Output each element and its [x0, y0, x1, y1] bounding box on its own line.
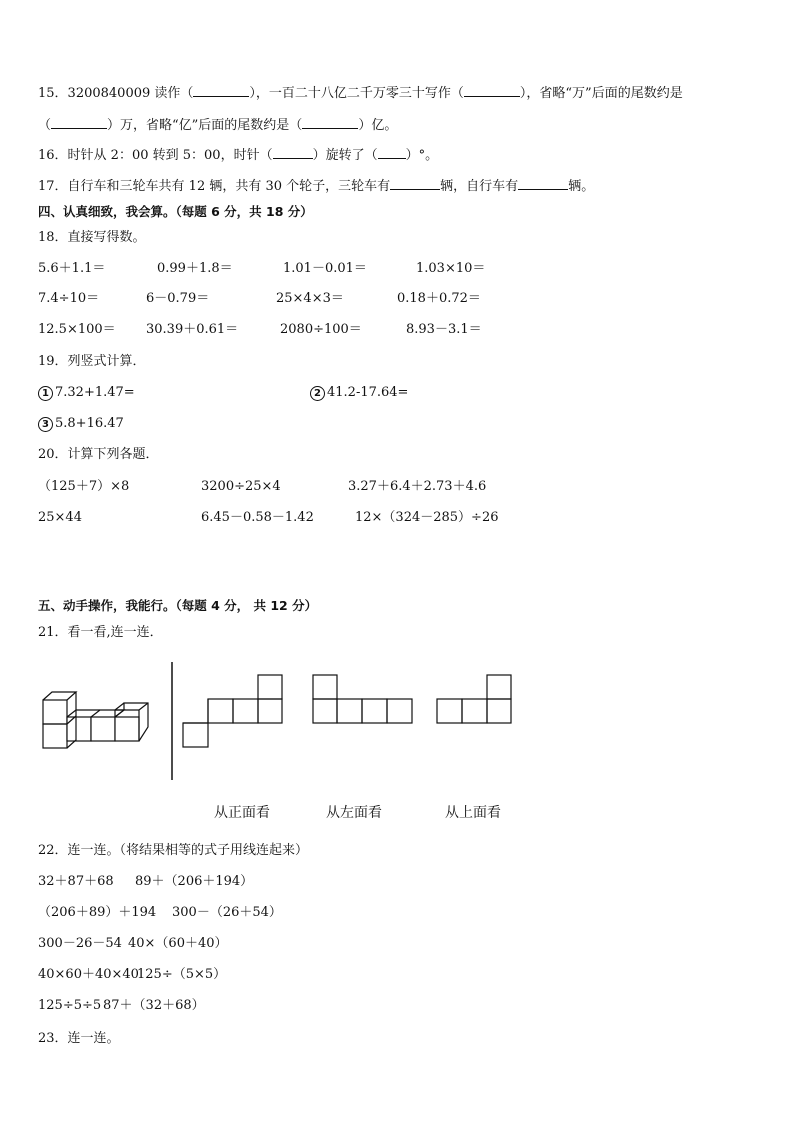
question-18-title: 18．直接写得数。 [38, 230, 146, 245]
question-number: 16． [38, 148, 68, 163]
cube-solid-figure [43, 692, 148, 748]
q22-left-expr: （206＋89）＋194 [38, 905, 157, 920]
q18-expr: 1.03×10＝ [416, 261, 486, 276]
section-5-heading: 五、动手操作，我能行。（每题 4 分， 共 12 分） [38, 598, 318, 613]
q22-left-expr: 40×60＋40×40 [38, 967, 139, 982]
q17-text-1: 自行车和三轮车共有 12 辆，共有 30 个轮子，三轮车有 [67, 179, 391, 194]
question-19-title: 19．列竖式计算． [38, 354, 146, 369]
q18-expr: 30.39＋0.61＝ [146, 322, 239, 337]
question-22-title: 22．连一连。（将结果相等的式子用线连起来） [38, 843, 309, 858]
q22-left-expr: 300－26－54 [38, 936, 122, 951]
q18-expr: 5.6＋1.1＝ [38, 261, 106, 276]
q22-right-expr: 87＋（32＋68） [103, 998, 205, 1013]
view-shape-c [437, 675, 511, 723]
q20-expr: 6.45－0.58－1.42 [201, 510, 314, 525]
q18-expr: 6－0.79＝ [146, 291, 210, 306]
q15-text-3: ），省略“万”后面的尾数约是 [519, 86, 683, 101]
section-4-heading: 四、认真细致，我会算。（每题 6 分，共 18 分） [38, 204, 313, 219]
q18-expr: 1.01－0.01＝ [283, 261, 367, 276]
circled-number-icon: 3 [38, 417, 53, 432]
q16-text-2: ）旋转了（ [312, 148, 378, 163]
q20-expr: 3.27＋6.4＋2.73＋4.6 [348, 479, 487, 494]
q18-expr: 0.99＋1.8＝ [157, 261, 233, 276]
q16-text-3: ）°。 [405, 148, 439, 163]
q19-expr: 41.2-17.64= [327, 385, 409, 400]
view-shape-b [313, 675, 412, 723]
question-20-title: 20．计算下列各题． [38, 447, 159, 462]
q22-right-expr: 125÷（5×5） [137, 967, 227, 982]
q18-expr: 25×4×3＝ [276, 291, 344, 306]
view-label-left: 从左面看 [326, 805, 382, 821]
q15-text-1: 3200840009 读作（ [67, 86, 194, 101]
q15-text-4: （ [38, 118, 52, 133]
q19-expr: 5.8+16.47 [55, 416, 124, 431]
q22-left-expr: 125÷5÷5 [38, 998, 102, 1013]
q15-text-5: ）万，省略“亿”后面的尾数约是（ [107, 118, 303, 133]
q22-right-expr: 300－（26＋54） [172, 905, 282, 920]
circled-number-icon: 2 [310, 386, 325, 401]
q18-expr: 12.5×100＝ [38, 322, 116, 337]
q22-right-expr: 89＋（206＋194） [135, 874, 254, 889]
q22-right-expr: 40×（60＋40） [128, 936, 228, 951]
question-21-title: 21．看一看,连一连． [38, 625, 163, 640]
view-shape-a [183, 675, 282, 747]
q20-expr: 25×44 [38, 510, 82, 525]
q18-expr: 8.93－3.1＝ [406, 322, 482, 337]
question-number: 17． [38, 179, 68, 194]
q18-expr: 2080÷100＝ [280, 322, 362, 337]
q17-text-3: 辆。 [568, 179, 595, 194]
view-label-top: 从上面看 [445, 805, 501, 821]
question-23-title: 23．连一连。 [38, 1031, 120, 1046]
q17-text-2: 辆，自行车有 [440, 179, 519, 194]
q18-expr: 0.18＋0.72＝ [397, 291, 481, 306]
q20-expr: （125＋7）×8 [38, 479, 130, 494]
q18-expr: 7.4÷10＝ [38, 291, 100, 306]
q19-expr: 7.32+1.47= [55, 385, 135, 400]
q20-expr: 3200÷25×4 [201, 479, 281, 494]
q20-expr: 12×（324－285）÷26 [355, 510, 499, 525]
circled-number-icon: 1 [38, 386, 53, 401]
question-number: 15． [38, 86, 68, 101]
q16-text-1: 时针从 2：00 转到 5：00，时针（ [67, 148, 273, 163]
q22-left-expr: 32＋87＋68 [38, 874, 114, 889]
q15-text-6: ）亿。 [358, 118, 398, 133]
view-label-front: 从正面看 [214, 805, 270, 821]
q15-text-2: ），一百二十八亿二千万零三十写作（ [249, 86, 464, 101]
